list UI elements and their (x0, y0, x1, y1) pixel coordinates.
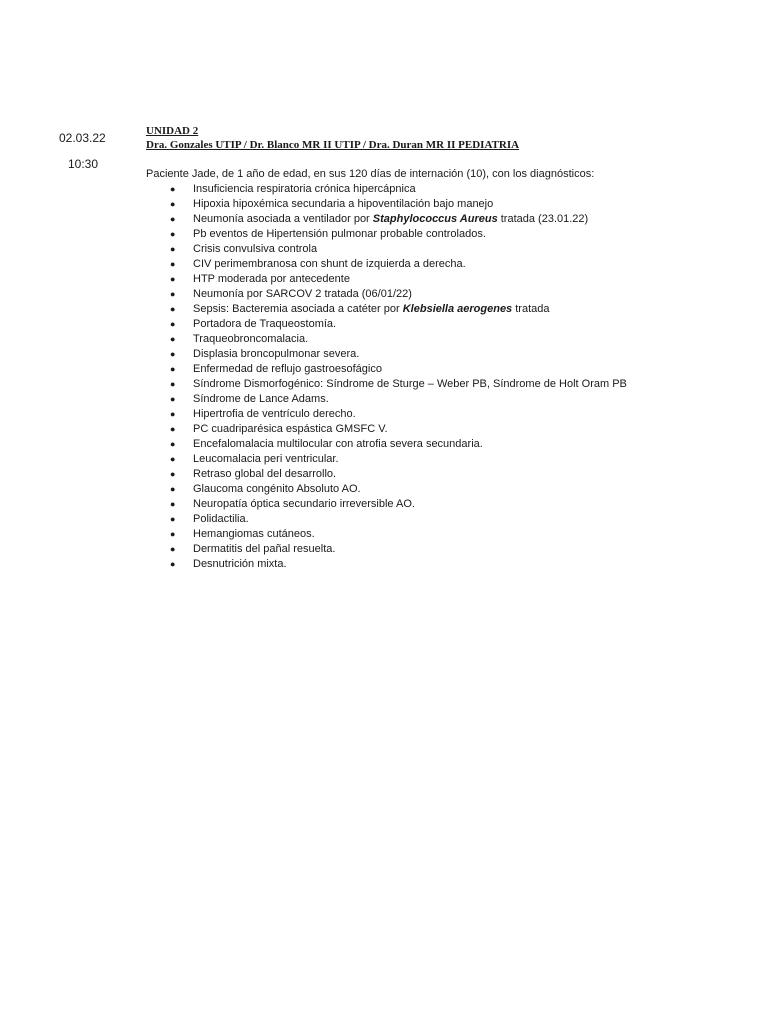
bullet-icon: ● (170, 379, 176, 389)
diagnosis-text-main: Crisis convulsiva controla (193, 243, 318, 255)
list-item (146, 392, 736, 407)
bullet-icon: ● (170, 439, 176, 449)
bullet-icon: ● (170, 469, 176, 479)
bullet-icon: ● (170, 409, 176, 419)
diagnosis-text-main: Síndrome Dismorfogénico: Síndrome de Sturge – Weber PB, Síndrome de Holt Oram PB (193, 378, 627, 390)
diagnosis-text-main: Traqueobroncomalacia. (193, 333, 309, 345)
list-item (146, 437, 736, 452)
diagnosis-text-main: Síndrome de Lance Adams. (193, 393, 329, 405)
bullet-icon: ● (170, 334, 176, 344)
list-item (146, 527, 736, 542)
bullet-icon: ● (170, 214, 176, 224)
diagnosis-text-main: Neumonía por SARCOV 2 tratada (06/01/22) (193, 288, 412, 300)
diagnosis-text (193, 258, 466, 270)
diagnosis-text (193, 228, 486, 240)
bullet-icon: ● (170, 319, 176, 329)
bullet-icon: ● (170, 394, 176, 404)
diagnosis-text (193, 468, 336, 480)
diagnosis-list (146, 182, 736, 572)
diagnosis-text (193, 423, 388, 435)
diagnosis-text (193, 333, 308, 345)
diagnosis-text (193, 213, 588, 225)
diagnosis-text-main: Sepsis: Bacteremia asociada a catéter por (193, 303, 403, 315)
diagnosis-text (193, 318, 336, 330)
clinical-note (146, 124, 736, 572)
bullet-icon: ● (170, 184, 176, 194)
bullet-icon: ● (170, 454, 176, 464)
diagnosis-text-main: Displasia broncopulmonar severa. (193, 348, 360, 360)
diagnosis-text-main: Portadora de Traqueostomía. (193, 318, 337, 330)
diagnosis-text-main: Polidactilia. (193, 513, 249, 525)
diagnosis-text-main: Glaucoma congénito Absoluto AO. (193, 483, 361, 495)
diagnosis-text-suffix: tratada (512, 303, 550, 315)
list-item (146, 512, 736, 527)
list-item (146, 542, 736, 557)
diagnosis-text-main: Encefalomalacia multilocular con atrofia severa secundaria. (193, 438, 483, 450)
diagnosis-text-main: Hipoxia hipoxémica secundaria a hipoventilación bajo manejo (193, 198, 494, 210)
list-item (146, 482, 736, 497)
bullet-icon: ● (170, 544, 176, 554)
diagnosis-text (193, 363, 382, 375)
list-item (146, 362, 736, 377)
diagnosis-text (193, 348, 359, 360)
organism-name: Staphylococcus Aureus (372, 213, 498, 225)
diagnosis-text (193, 243, 317, 255)
attending-doctors: Dra. Gonzales UTIP / Dr. Blanco MR II UTIP / Dra. Duran MR II PEDIATRIA (146, 139, 520, 151)
diagnosis-text (193, 273, 350, 285)
diagnosis-text (193, 438, 483, 450)
diagnosis-text-suffix: tratada (23.01.22) (497, 213, 589, 225)
list-item (146, 242, 736, 257)
bullet-icon: ● (170, 499, 176, 509)
diagnosis-text-main: Neumonía asociada a ventilador por (193, 213, 373, 225)
list-item (146, 227, 736, 242)
diagnosis-text-main: PC cuadriparésica espástica GMSFC V. (193, 423, 388, 435)
diagnosis-text-main: Dermatitis del pañal resuelta. (193, 543, 336, 555)
list-item (146, 317, 736, 332)
list-item (146, 557, 736, 572)
list-item (146, 467, 736, 482)
bullet-icon: ● (170, 349, 176, 359)
diagnosis-text (193, 543, 335, 555)
diagnosis-text (193, 393, 329, 405)
bullet-icon: ● (170, 484, 176, 494)
diagnosis-text (193, 528, 315, 540)
bullet-icon: ● (170, 229, 176, 239)
list-item (146, 257, 736, 272)
bullet-icon: ● (170, 244, 176, 254)
list-item (146, 302, 736, 317)
organism-name: Klebsiella aerogenes (402, 303, 513, 315)
bullet-icon: ● (170, 304, 176, 314)
diagnosis-text (193, 483, 361, 495)
bullet-icon: ● (170, 559, 176, 569)
list-item (146, 497, 736, 512)
diagnosis-text-main: Enfermedad de reflujo gastroesofágico (193, 363, 382, 375)
diagnosis-text-main: Retraso global del desarrollo. (193, 468, 337, 480)
diagnosis-text-main: Hipertrofia de ventrículo derecho. (193, 408, 356, 420)
list-item (146, 197, 736, 212)
bullet-icon: ● (170, 289, 176, 299)
bullet-icon: ● (170, 424, 176, 434)
bullet-icon: ● (170, 199, 176, 209)
diagnosis-text (193, 288, 412, 300)
list-item (146, 452, 736, 467)
diagnosis-text (193, 513, 249, 525)
bullet-icon: ● (170, 364, 176, 374)
list-item (146, 422, 736, 437)
note-time: 10:30 (68, 157, 99, 171)
list-item (146, 287, 736, 302)
diagnosis-text (193, 198, 493, 210)
diagnosis-text-main: Pb eventos de Hipertensión pulmonar probable controlados. (193, 228, 486, 240)
bullet-icon: ● (170, 259, 176, 269)
diagnosis-text (193, 378, 627, 390)
diagnosis-text-main: Hemangiomas cutáneos. (193, 528, 315, 540)
diagnosis-text (193, 558, 287, 570)
list-item (146, 377, 736, 392)
diagnosis-text-main: Insuficiencia respiratoria crónica hipercápnica (193, 183, 416, 195)
diagnosis-text-main: Neuropatía óptica secundario irreversible AO. (193, 498, 415, 510)
list-item (146, 347, 736, 362)
diagnosis-text-main: Desnutrición mixta. (193, 558, 287, 570)
bullet-icon: ● (170, 529, 176, 539)
list-item (146, 407, 736, 422)
diagnosis-text (193, 408, 356, 420)
bullet-icon: ● (170, 274, 176, 284)
note-date: 02.03.22 (59, 131, 106, 145)
diagnosis-text (193, 303, 550, 315)
diagnosis-text (193, 183, 416, 195)
diagnosis-text-main: Leucomalacia peri ventricular. (193, 453, 339, 465)
bullet-icon: ● (170, 514, 176, 524)
unit-title: UNIDAD 2 (146, 125, 199, 137)
list-item (146, 332, 736, 347)
patient-intro: Paciente Jade, de 1 año de edad, en sus 120 días de internación (10), con los diagnósticos: (146, 168, 595, 180)
list-item (146, 182, 736, 197)
list-item (146, 272, 736, 287)
diagnosis-text (193, 453, 339, 465)
diagnosis-text-main: CIV perimembranosa con shunt de izquierda a derecha. (193, 258, 466, 270)
diagnosis-text-main: HTP moderada por antecedente (193, 273, 350, 285)
diagnosis-text (193, 498, 415, 510)
list-item (146, 212, 736, 227)
